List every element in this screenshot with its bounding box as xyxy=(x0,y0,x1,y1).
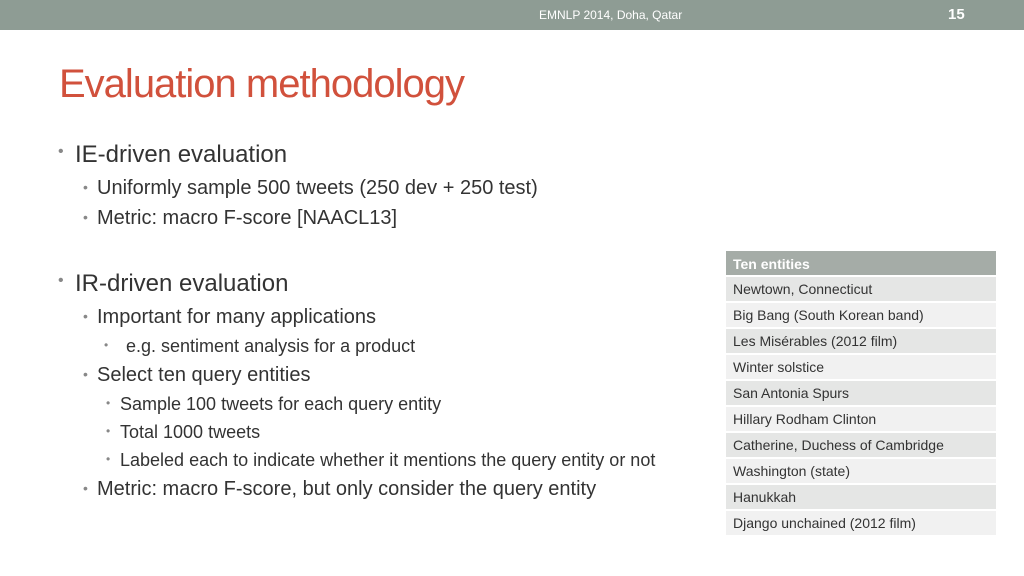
bullet-ir-select-total: • Total 1000 tweets xyxy=(106,422,261,442)
bullet-ir-important: • Important for many applications xyxy=(83,306,377,328)
bullet-ir-select-sample: • Sample 100 tweets for each query entity xyxy=(106,394,442,414)
table-row: Washington (state) xyxy=(726,459,996,485)
bullet-ie-metric: • Metric: macro F-score [NAACL13] xyxy=(83,207,398,229)
bullet-ir-example: • e.g. sentiment analysis for a product xyxy=(104,336,416,356)
bullet-dot-icon: • xyxy=(58,143,64,160)
bullet-dot-icon: • xyxy=(58,272,64,289)
bullet-dot-icon: • xyxy=(104,338,109,352)
table-row: Hillary Rodham Clinton xyxy=(726,407,996,433)
bullet-dot-icon: • xyxy=(83,366,88,382)
table-row: San Antonia Spurs xyxy=(726,381,996,407)
bullet-ir-metric: • Metric: macro F-score, but only consider the query entity xyxy=(83,478,597,500)
table-row: Catherine, Duchess of Cambridge xyxy=(726,433,996,459)
table-row: Newtown, Connecticut xyxy=(726,277,996,303)
table-row: Big Bang (South Korean band) xyxy=(726,303,996,329)
table-row: Winter solstice xyxy=(726,355,996,381)
table-row: Django unchained (2012 film) xyxy=(726,511,996,537)
conference-label: EMNLP 2014, Doha, Qatar xyxy=(539,8,683,22)
bullet-ie-heading: • IE-driven evaluation xyxy=(58,141,288,168)
page-number: 15 xyxy=(948,6,965,23)
bullet-dot-icon: • xyxy=(106,396,111,410)
bullet-ir-select: • Select ten query entities xyxy=(83,364,311,386)
bullet-dot-icon: • xyxy=(106,424,111,438)
table-row: Les Misérables (2012 film) xyxy=(726,329,996,355)
bullet-ie-sample: • Uniformly sample 500 tweets (250 dev + 250 test) xyxy=(83,177,538,199)
bullet-ir-select-labeled: • Labeled each to indicate whether it mentions the query entity or not xyxy=(106,450,656,470)
bullet-dot-icon: • xyxy=(83,480,88,496)
bullet-dot-icon: • xyxy=(83,179,88,195)
bullet-dot-icon: • xyxy=(106,452,111,466)
header-bar xyxy=(0,0,1024,30)
bullet-dot-icon: • xyxy=(83,308,88,324)
entities-table xyxy=(726,251,996,537)
table-row: Hanukkah xyxy=(726,485,996,511)
entities-table-header: Ten entities xyxy=(726,251,996,277)
bullet-ir-heading: • IR-driven evaluation xyxy=(58,270,289,297)
bullet-dot-icon: • xyxy=(83,209,88,225)
slide-title: Evaluation methodology xyxy=(59,62,464,106)
